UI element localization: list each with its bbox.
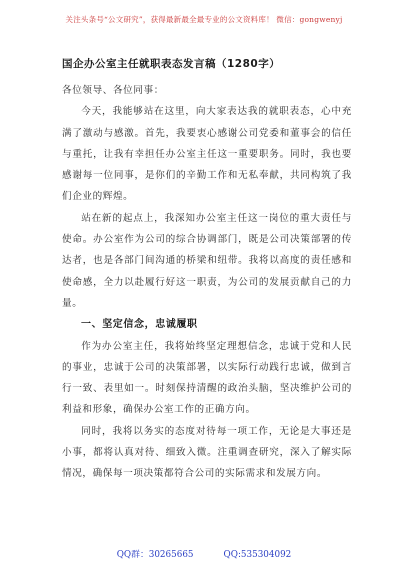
footer-qq: QQ:535304092	[223, 550, 292, 560]
paragraph: 作为办公室主任，我将始终坚定理想信念，忠诚于党和人民的事业，忠诚于公司的决策部署，以实际行动践行忠诚，做到言行一致、表里如一。时刻保持清醒的政治头脑，坚决维护公司的利益和形象，确保办公室工作的正确方向。	[62, 340, 352, 416]
document-body	[62, 80, 352, 485]
greeting: 各位领导、各位同事：	[62, 85, 164, 96]
footer-qq-group: QQ群：30265665	[116, 550, 194, 560]
paragraph: 站在新的起点上，我深知办公室主任这一岗位的重大责任与使命。办公室作为公司的综合协调部门，既是公司决策部署的传达者，也是各部门间沟通的桥梁和纽带。我将以高度的责任感和使命感，全力以赴履行好这一职责，为公司的发展贡献自己的力量。	[62, 212, 352, 309]
document-title: 国企办公室主任就职表态发言稿（1280字）	[62, 58, 281, 70]
footer-contact	[0, 547, 408, 560]
paragraph: 今天，我能够站在这里，向大家表达我的就职表态，心中充满了激动与感激。首先，我要衷心感谢公司党委和董事会的信任与重托，让我有幸担任办公室主任这一重要职务。同时，我也要感谢每一位同事，是你们的辛勤工作和无私奉献，共同构筑了我们企业的辉煌。	[62, 106, 352, 203]
paragraph: 同时，我将以务实的态度对待每一项工作，无论是大事还是小事，都将认真对待、细致入微。注重调查研究，深入了解实际情况，确保每一项决策都符合公司的实际需求和发展方向。	[62, 425, 352, 480]
top-banner: 关注头条号“公文研究”，获得最新最全最专业的公文资料库！ 微信：gongwenyj	[65, 15, 343, 24]
section-heading: 一、坚定信念，忠诚履职	[81, 319, 198, 331]
